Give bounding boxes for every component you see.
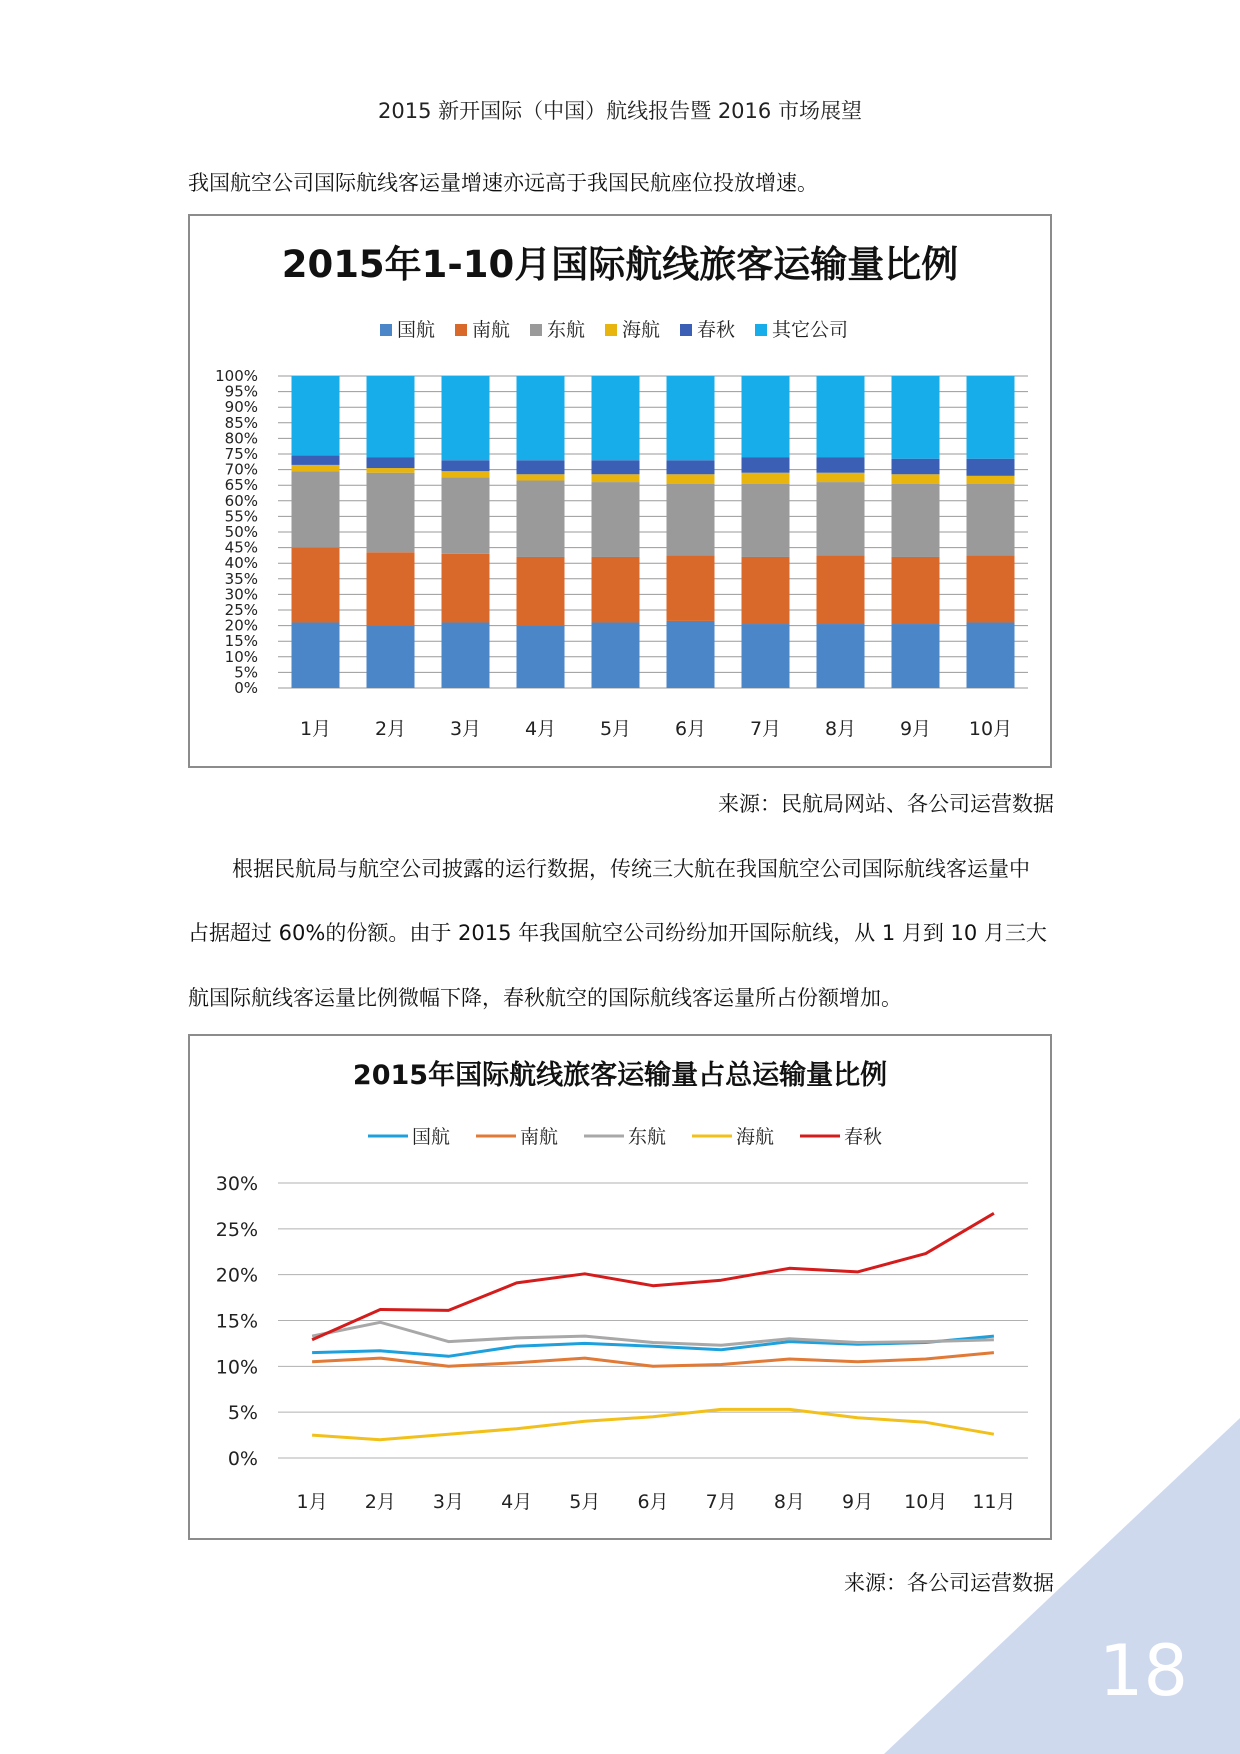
bar-segment-9-2 xyxy=(967,484,1015,556)
bar-segment-8-1 xyxy=(892,557,940,624)
x-tick-1: 2月 xyxy=(374,718,407,740)
bar-segment-4-0 xyxy=(592,622,640,688)
y-tick-2: 10% xyxy=(224,647,258,666)
bar-segment-5-5 xyxy=(667,376,715,460)
bar-segment-0-3 xyxy=(292,465,340,471)
bar-segment-2-1 xyxy=(442,554,490,623)
bar-segment-5-1 xyxy=(667,555,715,621)
y-tick-14: 70% xyxy=(224,460,258,479)
legend-swatch-0 xyxy=(380,324,392,336)
y-tick-7: 35% xyxy=(224,569,258,588)
chart2-title: 2015年国际航线旅客运输量占总运输量比例 xyxy=(352,1060,888,1091)
y-tick-6: 30% xyxy=(224,585,258,604)
x-tick-2: 3月 xyxy=(449,718,482,740)
y-tick-10: 50% xyxy=(224,523,258,541)
x-tick-8: 9月 xyxy=(899,718,932,740)
bar-segment-1-1 xyxy=(367,552,415,625)
chart1-title: 2015年1-10月国际航线旅客运输量比例 xyxy=(281,243,959,286)
series-line-2 xyxy=(312,1322,994,1345)
bar-segment-3-0 xyxy=(517,626,565,688)
legend-swatch-3 xyxy=(605,324,617,336)
stacked-bar-chart xyxy=(188,214,1052,768)
bar-segment-8-2 xyxy=(892,484,940,557)
y-tick-17: 85% xyxy=(224,413,258,432)
legend-label-2: 东航 xyxy=(547,319,586,341)
y-tick-18: 90% xyxy=(224,398,258,417)
bar-segment-6-3 xyxy=(742,473,790,484)
x-tick-6: 7月 xyxy=(705,1491,737,1513)
legend-label-0: 国航 xyxy=(397,319,436,341)
bar-segment-8-5 xyxy=(892,376,940,459)
bar-segment-3-1 xyxy=(517,557,565,626)
bar-segment-0-4 xyxy=(292,456,340,465)
bar-segment-9-4 xyxy=(967,459,1015,476)
bar-segment-8-0 xyxy=(892,624,940,688)
bar-segment-1-2 xyxy=(367,473,415,553)
body-paragraph-line-3: 航国际航线客运量比例微幅下降，春秋航空的国际航线客运量所占份额增加。 xyxy=(188,986,902,1010)
legend-label-0: 国航 xyxy=(412,1126,451,1148)
x-tick-7: 8月 xyxy=(773,1491,805,1513)
bar-segment-2-5 xyxy=(442,376,490,460)
bar-segment-3-3 xyxy=(517,474,565,480)
chart1-source: 来源：民航局网站、各公司运营数据 xyxy=(718,792,1054,816)
y-tick-15: 75% xyxy=(224,445,258,463)
legend-label-1: 南航 xyxy=(520,1126,559,1148)
x-tick-6: 7月 xyxy=(749,718,782,740)
bar-segment-0-5 xyxy=(292,376,340,456)
y-tick-4: 20% xyxy=(215,1264,258,1287)
x-tick-8: 9月 xyxy=(841,1491,874,1513)
legend-label-3: 海航 xyxy=(736,1126,775,1148)
legend-swatch-1 xyxy=(455,324,467,336)
x-tick-10: 11月 xyxy=(972,1491,1016,1513)
y-tick-1: 5% xyxy=(234,663,258,682)
bar-segment-1-4 xyxy=(367,457,415,468)
body-paragraph-line-1: 根据民航局与航空公司披露的运行数据，传统三大航在我国航空公司国际航线客运量中 xyxy=(232,857,1030,881)
bar-segment-7-2 xyxy=(817,482,865,555)
x-tick-9: 10月 xyxy=(968,718,1013,740)
bar-segment-7-1 xyxy=(817,555,865,624)
y-tick-2: 10% xyxy=(215,1356,258,1379)
bar-segment-9-3 xyxy=(967,476,1015,484)
x-tick-5: 6月 xyxy=(637,1491,669,1513)
bar-segment-6-5 xyxy=(742,376,790,457)
y-tick-11: 55% xyxy=(224,507,258,526)
x-tick-3: 4月 xyxy=(501,1491,533,1513)
y-tick-12: 60% xyxy=(224,491,258,510)
bar-segment-2-4 xyxy=(442,460,490,471)
x-tick-0: 1月 xyxy=(296,1491,328,1513)
bar-segment-7-0 xyxy=(817,624,865,688)
y-tick-19: 95% xyxy=(224,382,258,401)
x-tick-0: 1月 xyxy=(299,718,332,740)
bar-segment-5-4 xyxy=(667,460,715,474)
bar-segment-9-0 xyxy=(967,622,1015,688)
bar-segment-2-0 xyxy=(442,622,490,688)
stacked-bar-chart-canvas xyxy=(190,216,1050,766)
bar-segment-7-5 xyxy=(817,376,865,457)
x-tick-9: 10月 xyxy=(904,1491,948,1513)
bar-segment-5-3 xyxy=(667,474,715,483)
legend-label-5: 其它公司 xyxy=(772,319,849,341)
bar-segment-0-1 xyxy=(292,548,340,623)
x-tick-1: 2月 xyxy=(364,1491,396,1513)
y-tick-3: 15% xyxy=(224,632,258,651)
bar-segment-1-0 xyxy=(367,626,415,688)
bar-segment-8-4 xyxy=(892,459,940,475)
x-tick-5: 6月 xyxy=(674,718,707,740)
y-tick-8: 40% xyxy=(224,554,258,573)
x-tick-4: 5月 xyxy=(569,1491,601,1513)
intro-paragraph: 我国航空公司国际航线客运量增速亦远高于我国民航座位投放增速。 xyxy=(188,171,818,195)
y-tick-4: 20% xyxy=(224,616,258,635)
legend-label-1: 南航 xyxy=(472,319,511,341)
bar-segment-7-4 xyxy=(817,457,865,473)
legend-swatch-2 xyxy=(530,324,542,336)
legend-label-4: 春秋 xyxy=(697,319,736,341)
legend-label-4: 春秋 xyxy=(844,1126,883,1148)
legend-label-2: 东航 xyxy=(628,1126,667,1148)
legend-swatch-5 xyxy=(755,324,767,336)
y-tick-5: 25% xyxy=(215,1218,258,1241)
y-tick-0: 0% xyxy=(227,1448,258,1470)
bar-segment-5-0 xyxy=(667,621,715,688)
x-tick-2: 3月 xyxy=(432,1491,465,1513)
y-tick-6: 30% xyxy=(215,1173,258,1195)
x-tick-4: 5月 xyxy=(599,718,632,740)
bar-segment-8-3 xyxy=(892,474,940,483)
y-tick-13: 65% xyxy=(224,476,258,495)
bar-segment-2-2 xyxy=(442,477,490,553)
y-tick-9: 45% xyxy=(224,538,258,557)
bar-segment-1-3 xyxy=(367,468,415,473)
bar-segment-7-3 xyxy=(817,473,865,482)
bar-segment-4-1 xyxy=(592,557,640,623)
bar-segment-6-4 xyxy=(742,457,790,473)
bar-segment-3-4 xyxy=(517,460,565,474)
legend-swatch-4 xyxy=(680,324,692,336)
y-tick-20: 100% xyxy=(215,367,258,385)
bar-segment-6-0 xyxy=(742,624,790,688)
bar-segment-0-2 xyxy=(292,471,340,547)
y-tick-3: 15% xyxy=(215,1310,258,1333)
bar-segment-4-4 xyxy=(592,460,640,474)
bar-segment-6-2 xyxy=(742,484,790,557)
y-tick-16: 80% xyxy=(224,429,258,448)
bar-segment-0-0 xyxy=(292,622,340,688)
x-tick-3: 4月 xyxy=(524,718,557,740)
bar-segment-4-2 xyxy=(592,482,640,557)
page-number: 18 xyxy=(1098,1630,1188,1712)
legend-label-3: 海航 xyxy=(622,319,661,341)
series-line-0 xyxy=(312,1336,994,1356)
bar-segment-3-2 xyxy=(517,481,565,557)
bar-segment-6-1 xyxy=(742,557,790,624)
y-tick-1: 5% xyxy=(227,1402,258,1425)
bar-segment-4-3 xyxy=(592,474,640,482)
chart2-source: 来源：各公司运营数据 xyxy=(844,1571,1054,1595)
y-tick-5: 25% xyxy=(224,601,258,619)
bar-segment-4-5 xyxy=(592,376,640,460)
bar-segment-9-1 xyxy=(967,555,1015,622)
report-header: 2015 新开国际（中国）航线报告暨 2016 市场展望 xyxy=(378,99,862,123)
bar-segment-1-5 xyxy=(367,376,415,457)
y-tick-0: 0% xyxy=(234,679,258,697)
body-paragraph-line-2: 占据超过 60%的份额。由于 2015 年我国航空公司纷纷加开国际航线，从 1 月到 10 月三大 xyxy=(188,921,1047,945)
bar-segment-5-2 xyxy=(667,484,715,556)
bar-segment-3-5 xyxy=(517,376,565,460)
bar-segment-2-3 xyxy=(442,471,490,477)
x-tick-7: 8月 xyxy=(824,718,857,740)
bar-segment-9-5 xyxy=(967,376,1015,459)
